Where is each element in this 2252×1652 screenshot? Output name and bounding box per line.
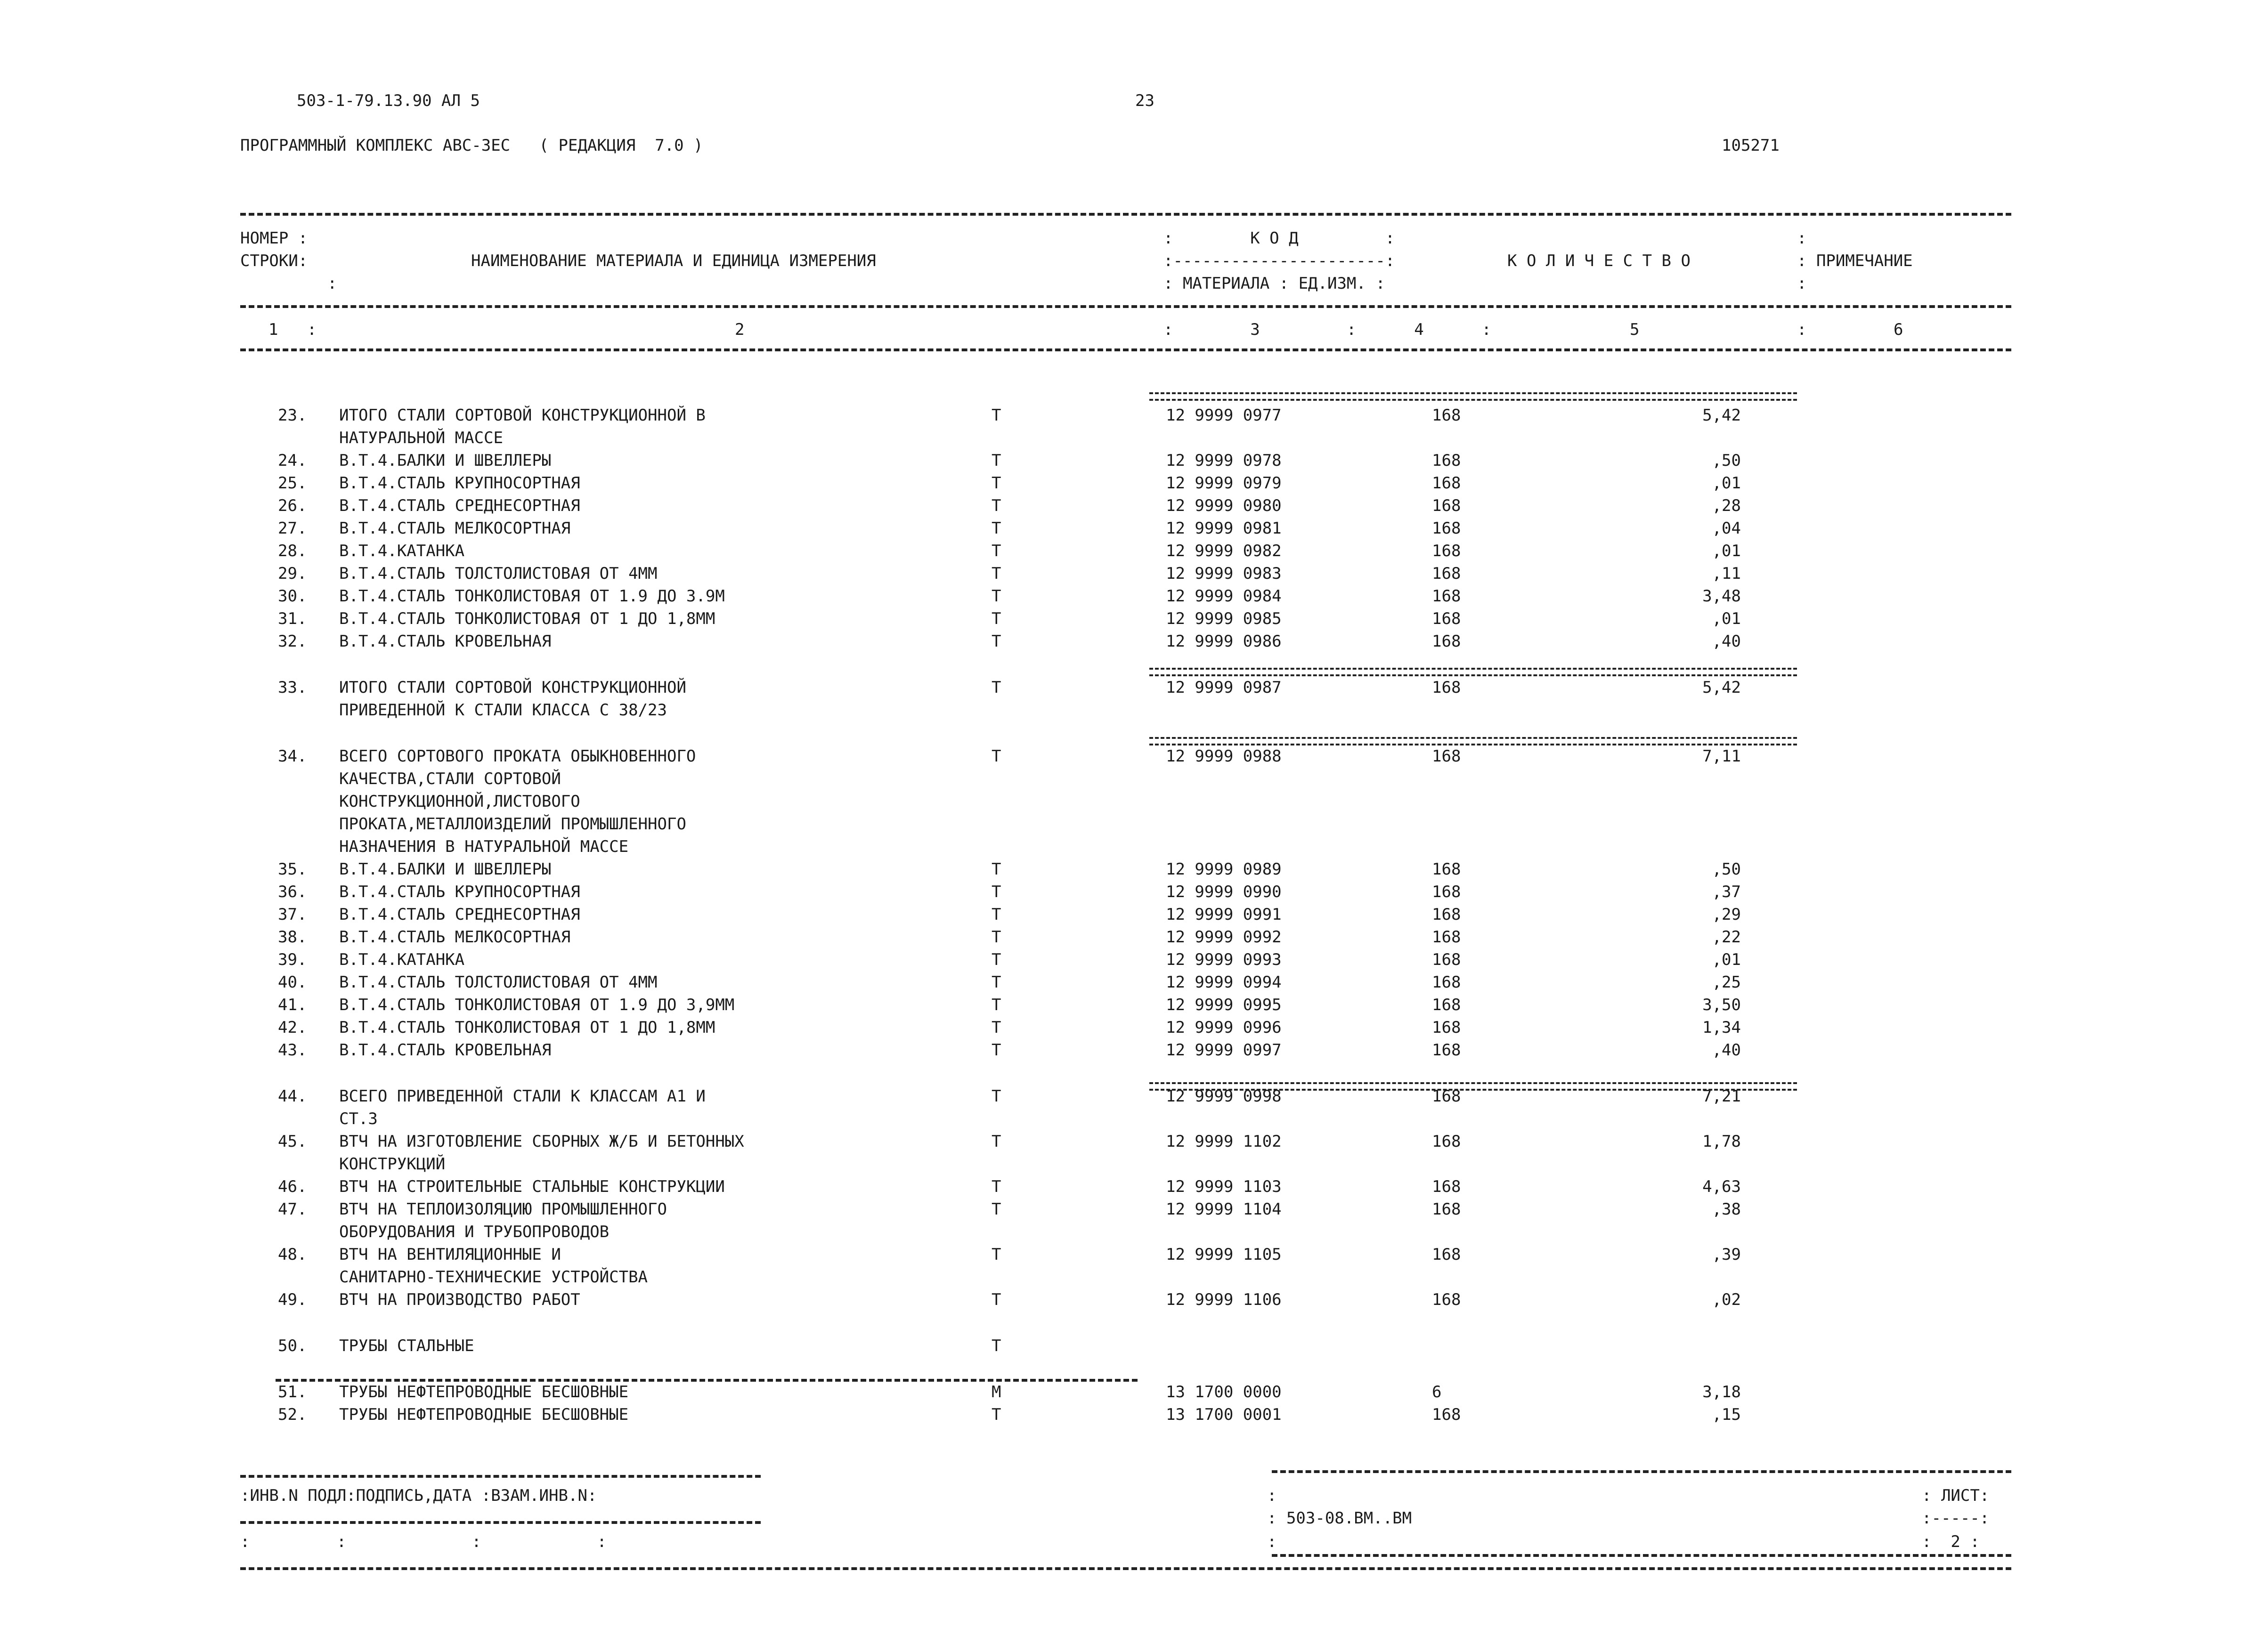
unit-code: 168 xyxy=(1432,1245,1461,1264)
material-name-continuation: СТ.3 xyxy=(339,1109,378,1128)
unit-of-measure: Т xyxy=(992,905,1001,924)
document-code: : 503-08.ВМ..ВМ xyxy=(1267,1509,1412,1528)
material-name: В.Т.4.КАТАНКА xyxy=(339,542,465,560)
quantity: ,40 xyxy=(1712,1041,1741,1060)
unit-of-measure: Т xyxy=(992,950,1001,969)
sheet-separator: :-----: xyxy=(1922,1509,1990,1528)
quantity: 5,42 xyxy=(1702,406,1741,425)
column-number-2: 2 xyxy=(735,320,745,339)
material-name-continuation: КОНСТРУКЦИОННОЙ,ЛИСТОВОГО xyxy=(339,792,580,811)
total-separator-1 xyxy=(1149,392,1797,401)
table-row xyxy=(0,517,2252,540)
unit-of-measure: Т xyxy=(992,1290,1001,1309)
row-number: 25. xyxy=(278,474,307,493)
material-name: В.Т.4.БАЛКИ И ШВЕЛЛЕРЫ xyxy=(339,451,552,470)
quantity: 7,21 xyxy=(1702,1087,1741,1106)
unit-of-measure: Т xyxy=(992,860,1001,879)
unit-of-measure: Т xyxy=(992,542,1001,560)
material-code: 12 9999 0985 xyxy=(1166,609,1282,628)
unit-of-measure: Т xyxy=(992,406,1001,425)
table-row xyxy=(0,540,2252,562)
quantity: ,01 xyxy=(1712,542,1741,560)
material-name: В.Т.4.КАТАНКА xyxy=(339,950,465,969)
table-row xyxy=(0,630,2252,653)
unit-code: 168 xyxy=(1432,996,1461,1014)
quantity: 1,78 xyxy=(1702,1132,1741,1151)
row-number: 49. xyxy=(278,1290,307,1309)
quantity: 7,11 xyxy=(1702,747,1741,766)
material-code: 12 9999 0992 xyxy=(1166,928,1282,947)
material-code: 12 9999 0995 xyxy=(1166,996,1282,1014)
table-row xyxy=(0,994,2252,1016)
quantity: ,01 xyxy=(1712,609,1741,628)
page-number: 23 xyxy=(1135,91,1154,110)
table-row xyxy=(0,494,2252,517)
table-row xyxy=(0,1175,2252,1198)
stamp-middle-rule xyxy=(240,1521,761,1524)
unit-code: 168 xyxy=(1432,587,1461,606)
quantity-header: К О Л И Ч Е С Т В О xyxy=(1507,251,1691,270)
table-row xyxy=(0,1016,2252,1039)
table-row xyxy=(0,948,2252,971)
material-name: ВСЕГО СОРТОВОГО ПРОКАТА ОБЫКНОВЕННОГО xyxy=(339,747,696,766)
table-row xyxy=(0,607,2252,630)
unit-of-measure: Т xyxy=(992,1245,1001,1264)
unit-code: 168 xyxy=(1432,747,1461,766)
unit-of-measure: Т xyxy=(992,678,1001,697)
row-number: 28. xyxy=(278,542,307,560)
table-row xyxy=(0,903,2252,926)
material-name: ВТЧ НА СТРОИТЕЛЬНЫЕ СТАЛЬНЫЕ КОНСТРУКЦИИ xyxy=(339,1177,725,1196)
row-number: 45. xyxy=(278,1132,307,1151)
material-code: 12 9999 0983 xyxy=(1166,564,1282,583)
unit-code: 168 xyxy=(1432,609,1461,628)
code-header-3: : МАТЕРИАЛА : ЕД.ИЗМ. : xyxy=(1163,274,1385,293)
row-number: 23. xyxy=(278,406,307,425)
unit-code: 168 xyxy=(1432,564,1461,583)
table-row xyxy=(0,1403,2252,1426)
unit-of-measure: Т xyxy=(992,1087,1001,1106)
quantity: ,25 xyxy=(1712,973,1741,992)
unit-of-measure: Т xyxy=(992,609,1001,628)
row-number: 52. xyxy=(278,1405,307,1424)
stamp-cells: : : : : xyxy=(240,1532,607,1551)
row-number-header-1: НОМЕР : xyxy=(240,229,308,248)
unit-code: 168 xyxy=(1432,1200,1461,1219)
quantity: ,02 xyxy=(1712,1290,1741,1309)
code-header-2: :----------------------: xyxy=(1163,251,1395,270)
notes-header: : ПРИМЕЧАНИЕ xyxy=(1797,251,1913,270)
row-number: 30. xyxy=(278,587,307,606)
row-number: 29. xyxy=(278,564,307,583)
material-code: 12 9999 0987 xyxy=(1166,678,1282,697)
unit-code: 168 xyxy=(1432,519,1461,538)
material-name: В.Т.4.СТАЛЬ МЕЛКОСОРТНАЯ xyxy=(339,928,571,947)
quantity: ,50 xyxy=(1712,451,1741,470)
material-code: 12 9999 0984 xyxy=(1166,587,1282,606)
material-code: 12 9999 0978 xyxy=(1166,451,1282,470)
unit-code: 168 xyxy=(1432,1132,1461,1151)
table-row xyxy=(0,745,2252,768)
row-number-header-2: СТРОКИ: xyxy=(240,251,308,270)
material-name: ИТОГО СТАЛИ СОРТОВОЙ КОНСТРУКЦИОННОЙ xyxy=(339,678,686,697)
material-code: 12 9999 0998 xyxy=(1166,1087,1282,1106)
total-separator-4 xyxy=(1149,1082,1797,1091)
sheet-number: : 2 : xyxy=(1922,1532,1980,1551)
page-bottom-rule xyxy=(240,1567,2011,1570)
quantity: ,11 xyxy=(1712,564,1741,583)
material-code: 12 9999 1104 xyxy=(1166,1200,1282,1219)
row-number-header-3: : xyxy=(327,274,337,293)
title-block-top-rule xyxy=(1272,1470,2011,1473)
material-name-continuation: НАТУРАЛЬНОЙ МАССЕ xyxy=(339,429,503,447)
material-code: 12 9999 0993 xyxy=(1166,950,1282,969)
row-number: 26. xyxy=(278,496,307,515)
material-name: ТРУБЫ НЕФТЕПРОВОДНЫЕ БЕСШОВНЫЕ xyxy=(339,1383,629,1401)
quantity: ,38 xyxy=(1712,1200,1741,1219)
unit-of-measure: Т xyxy=(992,474,1001,493)
document-id: 105271 xyxy=(1722,136,1780,155)
table-columns-rule xyxy=(240,348,2011,351)
table-header-rule xyxy=(240,305,2011,308)
material-name: В.Т.4.СТАЛЬ ТОЛСТОЛИСТОВАЯ ОТ 4ММ xyxy=(339,973,658,992)
sheet-label: : ЛИСТ: xyxy=(1922,1486,1990,1505)
row-number: 41. xyxy=(278,996,307,1014)
material-name: ИТОГО СТАЛИ СОРТОВОЙ КОНСТРУКЦИОННОЙ В xyxy=(339,406,706,425)
row-number: 24. xyxy=(278,451,307,470)
unit-code: 6 xyxy=(1432,1383,1442,1401)
title-block-middle-rule xyxy=(1272,1554,2011,1557)
material-name: ВТЧ НА ВЕНТИЛЯЦИОННЫЕ И xyxy=(339,1245,561,1264)
material-code: 12 9999 0977 xyxy=(1166,406,1282,425)
material-name: В.Т.4.СТАЛЬ ТОЛСТОЛИСТОВАЯ ОТ 4ММ xyxy=(339,564,658,583)
material-code: 12 9999 1106 xyxy=(1166,1290,1282,1309)
material-code: 12 9999 1103 xyxy=(1166,1177,1282,1196)
unit-code: 168 xyxy=(1432,928,1461,947)
unit-of-measure: Т xyxy=(992,1405,1001,1424)
table-row xyxy=(0,449,2252,472)
material-code: 12 9999 0996 xyxy=(1166,1018,1282,1037)
quantity: 3,18 xyxy=(1702,1383,1741,1401)
table-row xyxy=(0,971,2252,994)
pipes-section-rule xyxy=(276,1379,1138,1382)
total-separator-2 xyxy=(1149,668,1797,676)
quantity: ,15 xyxy=(1712,1405,1741,1424)
material-code: 12 9999 0982 xyxy=(1166,542,1282,560)
table-row xyxy=(0,1288,2252,1311)
material-name-continuation: САНИТАРНО-ТЕХНИЧЕСКИЕ УСТРОЙСТВА xyxy=(339,1268,648,1287)
table-row xyxy=(0,562,2252,585)
table-row xyxy=(0,676,2252,699)
document-reference: 503-1-79.13.90 АЛ 5 xyxy=(297,91,480,110)
unit-code: 168 xyxy=(1432,1290,1461,1309)
row-number: 35. xyxy=(278,860,307,879)
row-number: 43. xyxy=(278,1041,307,1060)
material-code: 12 9999 0986 xyxy=(1166,632,1282,651)
row-number: 32. xyxy=(278,632,307,651)
unit-code: 168 xyxy=(1432,542,1461,560)
material-name: В.Т.4.БАЛКИ И ШВЕЛЛЕРЫ xyxy=(339,860,552,879)
doc-code-colon-top: : xyxy=(1267,1486,1277,1505)
unit-of-measure: Т xyxy=(992,1200,1001,1219)
unit-code: 168 xyxy=(1432,451,1461,470)
table-row xyxy=(0,1039,2252,1061)
unit-of-measure: Т xyxy=(992,883,1001,901)
unit-code: 168 xyxy=(1432,973,1461,992)
quantity: ,29 xyxy=(1712,905,1741,924)
material-code: 12 9999 0991 xyxy=(1166,905,1282,924)
material-name: В.Т.4.СТАЛЬ КРОВЕЛЬНАЯ xyxy=(339,632,552,651)
quantity: 4,63 xyxy=(1702,1177,1741,1196)
row-number: 44. xyxy=(278,1087,307,1106)
material-code: 12 9999 0990 xyxy=(1166,883,1282,901)
row-number: 50. xyxy=(278,1336,307,1355)
program-title: ПРОГРАММНЫЙ КОМПЛЕКС АВС-ЗЕС ( РЕДАКЦИЯ 7.0 ) xyxy=(240,136,703,155)
unit-code: 168 xyxy=(1432,496,1461,515)
unit-code: 168 xyxy=(1432,406,1461,425)
quantity: ,04 xyxy=(1712,519,1741,538)
stamp-top-rule xyxy=(240,1475,761,1478)
material-code: 12 9999 1105 xyxy=(1166,1245,1282,1264)
unit-of-measure: Т xyxy=(992,1177,1001,1196)
row-number: 33. xyxy=(278,678,307,697)
quantity: ,40 xyxy=(1712,632,1741,651)
quantity: 3,48 xyxy=(1702,587,1741,606)
quantity: 1,34 xyxy=(1702,1018,1741,1037)
row-number: 36. xyxy=(278,883,307,901)
material-name: В.Т.4.СТАЛЬ ТОНКОЛИСТОВАЯ ОТ 1.9 ДО 3.9М xyxy=(339,587,725,606)
material-name: В.Т.4.СТАЛЬ ТОНКОЛИСТОВАЯ ОТ 1.9 ДО 3,9ММ xyxy=(339,996,735,1014)
material-name-continuation: ОБОРУДОВАНИЯ И ТРУБОПРОВОДОВ xyxy=(339,1223,610,1241)
quantity: 5,42 xyxy=(1702,678,1741,697)
material-name: В.Т.4.СТАЛЬ КРУПНОСОРТНАЯ xyxy=(339,474,580,493)
material-name-continuation: НАЗНАЧЕНИЯ В НАТУРАЛЬНОЙ МАССЕ xyxy=(339,837,629,856)
code-header-1: : К О Д : xyxy=(1163,229,1395,248)
table-row xyxy=(0,404,2252,427)
quantity: ,01 xyxy=(1712,950,1741,969)
unit-of-measure: Т xyxy=(992,1041,1001,1060)
unit-code: 168 xyxy=(1432,1041,1461,1060)
material-name-continuation: КАЧЕСТВА,СТАЛИ СОРТОВОЙ xyxy=(339,769,561,788)
unit-of-measure: Т xyxy=(992,496,1001,515)
unit-of-measure: Т xyxy=(992,928,1001,947)
unit-code: 168 xyxy=(1432,474,1461,493)
material-code: 13 1700 0000 xyxy=(1166,1383,1282,1401)
unit-code: 168 xyxy=(1432,1405,1461,1424)
material-name: В.Т.4.СТАЛЬ КРОВЕЛЬНАЯ xyxy=(339,1041,552,1060)
material-name: ТРУБЫ НЕФТЕПРОВОДНЫЕ БЕСШОВНЫЕ xyxy=(339,1405,629,1424)
unit-code: 168 xyxy=(1432,678,1461,697)
material-name: ВТЧ НА ПРОИЗВОДСТВО РАБОТ xyxy=(339,1290,580,1309)
notes-sep-3: : xyxy=(1797,274,1807,293)
unit-code: 168 xyxy=(1432,632,1461,651)
row-number: 40. xyxy=(278,973,307,992)
table-row xyxy=(0,1335,2252,1357)
material-name: ВТЧ НА ИЗГОТОВЛЕНИЕ СБОРНЫХ Ж/Б И БЕТОННЫХ xyxy=(339,1132,744,1151)
row-number: 46. xyxy=(278,1177,307,1196)
table-row xyxy=(0,1198,2252,1221)
total-separator-3 xyxy=(1149,737,1797,745)
table-top-rule xyxy=(240,213,2011,216)
row-number: 39. xyxy=(278,950,307,969)
row-number: 38. xyxy=(278,928,307,947)
row-number: 51. xyxy=(278,1383,307,1401)
material-name: В.Т.4.СТАЛЬ КРУПНОСОРТНАЯ xyxy=(339,883,580,901)
unit-of-measure: Т xyxy=(992,1132,1001,1151)
notes-sep-1: : xyxy=(1797,229,1807,248)
material-name: В.Т.4.СТАЛЬ МЕЛКОСОРТНАЯ xyxy=(339,519,571,538)
unit-code: 168 xyxy=(1432,1177,1461,1196)
row-number: 27. xyxy=(278,519,307,538)
unit-code: 168 xyxy=(1432,1087,1461,1106)
quantity: ,01 xyxy=(1712,474,1741,493)
column-number-3-4: : 3 : 4 : xyxy=(1163,320,1491,339)
table-row xyxy=(0,585,2252,607)
column-number-5: 5 xyxy=(1630,320,1640,339)
table-row xyxy=(0,926,2252,948)
table-row xyxy=(0,1130,2252,1153)
material-code: 12 9999 0981 xyxy=(1166,519,1282,538)
material-name: В.Т.4.СТАЛЬ ТОНКОЛИСТОВАЯ ОТ 1 ДО 1,8ММ xyxy=(339,1018,715,1037)
material-name-continuation: ПРИВЕДЕННОЙ К СТАЛИ КЛАССА С 38/23 xyxy=(339,701,667,720)
unit-code: 168 xyxy=(1432,1018,1461,1037)
material-code: 12 9999 0989 xyxy=(1166,860,1282,879)
quantity: ,28 xyxy=(1712,496,1741,515)
material-name-continuation: КОНСТРУКЦИЙ xyxy=(339,1155,446,1174)
unit-of-measure: Т xyxy=(992,632,1001,651)
unit-of-measure: Т xyxy=(992,1336,1001,1355)
unit-of-measure: Т xyxy=(992,973,1001,992)
row-number: 37. xyxy=(278,905,307,924)
unit-of-measure: Т xyxy=(992,519,1001,538)
material-name: ВТЧ НА ТЕПЛОИЗОЛЯЦИЮ ПРОМЫШЛЕННОГО xyxy=(339,1200,667,1219)
material-name-header: НАИМЕНОВАНИЕ МАТЕРИАЛА И ЕДИНИЦА ИЗМЕРЕНИЯ xyxy=(471,251,876,270)
material-code: 12 9999 1102 xyxy=(1166,1132,1282,1151)
material-code: 12 9999 0994 xyxy=(1166,973,1282,992)
unit-code: 168 xyxy=(1432,950,1461,969)
material-code: 12 9999 0980 xyxy=(1166,496,1282,515)
material-name-continuation: ПРОКАТА,МЕТАЛЛОИЗДЕЛИЙ ПРОМЫШЛЕННОГО xyxy=(339,815,686,834)
unit-of-measure: М xyxy=(992,1383,1001,1401)
material-code: 12 9999 0997 xyxy=(1166,1041,1282,1060)
row-number: 42. xyxy=(278,1018,307,1037)
material-code: 12 9999 0988 xyxy=(1166,747,1282,766)
unit-of-measure: Т xyxy=(992,564,1001,583)
material-name: ВСЕГО ПРИВЕДЕННОЙ СТАЛИ К КЛАССАМ А1 И xyxy=(339,1087,706,1106)
table-row xyxy=(0,472,2252,494)
unit-of-measure: Т xyxy=(992,587,1001,606)
column-number-sep: : xyxy=(1797,320,1807,339)
unit-of-measure: Т xyxy=(992,1018,1001,1037)
row-number: 48. xyxy=(278,1245,307,1264)
unit-of-measure: Т xyxy=(992,747,1001,766)
quantity: 3,50 xyxy=(1702,996,1741,1014)
material-name: В.Т.4.СТАЛЬ СРЕДНЕСОРТНАЯ xyxy=(339,496,580,515)
row-number: 34. xyxy=(278,747,307,766)
unit-of-measure: Т xyxy=(992,451,1001,470)
quantity: ,50 xyxy=(1712,860,1741,879)
material-name: ТРУБЫ СТАЛЬНЫЕ xyxy=(339,1336,474,1355)
table-row xyxy=(0,1243,2252,1266)
material-name: В.Т.4.СТАЛЬ СРЕДНЕСОРТНАЯ xyxy=(339,905,580,924)
quantity: ,37 xyxy=(1712,883,1741,901)
table-row xyxy=(0,858,2252,881)
table-row xyxy=(0,881,2252,903)
doc-code-colon-bottom: : xyxy=(1267,1532,1277,1551)
row-number: 47. xyxy=(278,1200,307,1219)
unit-code: 168 xyxy=(1432,905,1461,924)
column-number-6: 6 xyxy=(1894,320,1903,339)
material-name: В.Т.4.СТАЛЬ ТОНКОЛИСТОВАЯ ОТ 1 ДО 1,8ММ xyxy=(339,609,715,628)
unit-code: 168 xyxy=(1432,883,1461,901)
table-row xyxy=(0,1085,2252,1108)
material-code: 13 1700 0001 xyxy=(1166,1405,1282,1424)
unit-of-measure: Т xyxy=(992,996,1001,1014)
column-number-1: 1 : xyxy=(268,320,317,339)
table-row xyxy=(0,1381,2252,1403)
unit-code: 168 xyxy=(1432,860,1461,879)
quantity: ,22 xyxy=(1712,928,1741,947)
material-code: 12 9999 0979 xyxy=(1166,474,1282,493)
stamp-labels: :ИНВ.N ПОДЛ:ПОДПИСЬ,ДАТА :ВЗАМ.ИНВ.N: xyxy=(240,1486,597,1505)
row-number: 31. xyxy=(278,609,307,628)
quantity: ,39 xyxy=(1712,1245,1741,1264)
